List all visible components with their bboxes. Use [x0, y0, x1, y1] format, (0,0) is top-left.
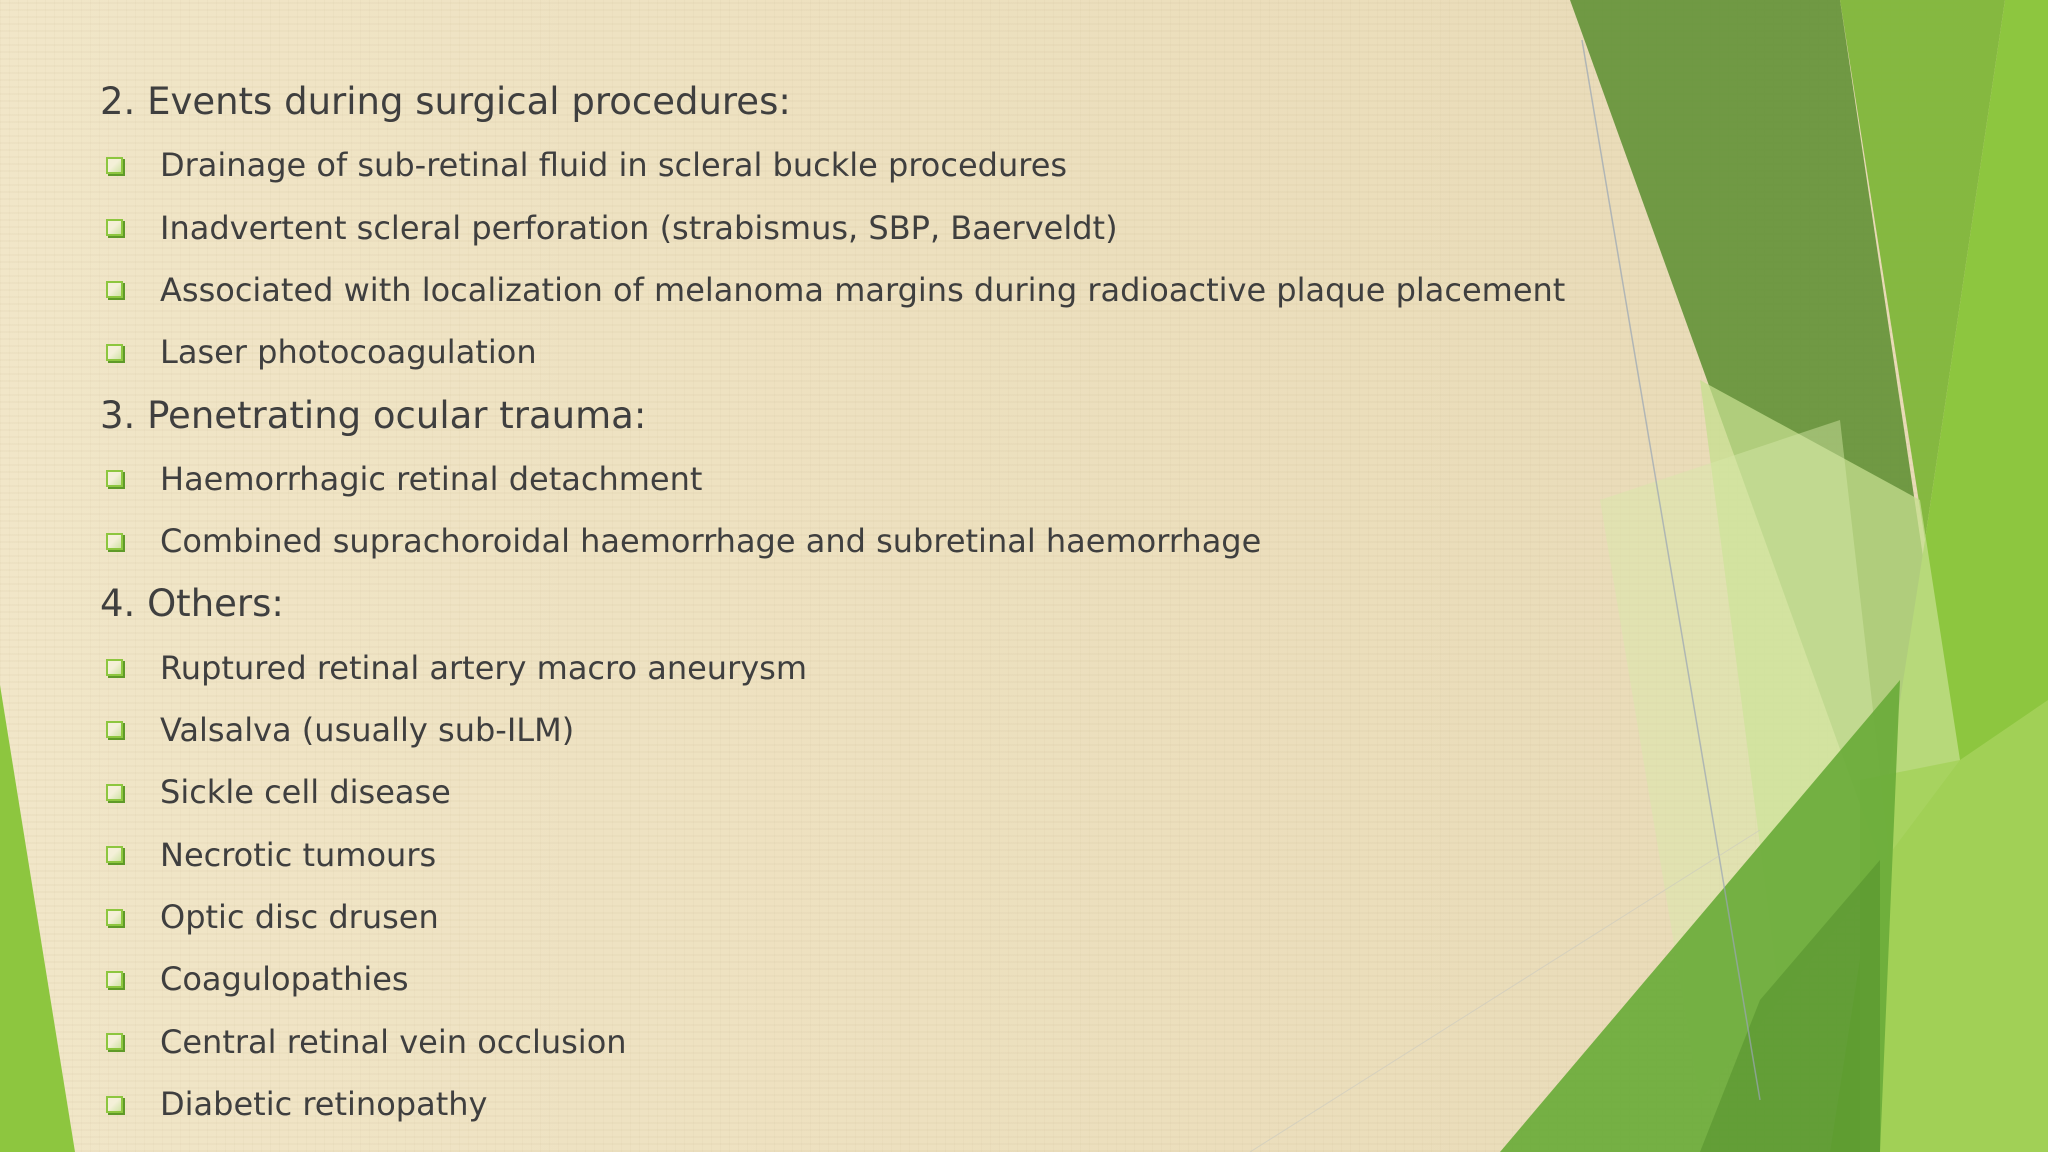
list-item-text: Drainage of sub-retinal fluid in scleral buckle procedures — [160, 146, 1068, 185]
left-green-wedge — [0, 685, 75, 1152]
list-item-text: Necrotic tumours — [160, 835, 437, 874]
hollow-square-bullet-icon — [106, 470, 123, 487]
list-item — [100, 134, 1550, 196]
hollow-square-bullet-icon — [106, 281, 123, 298]
hollow-square-bullet-icon — [106, 721, 123, 738]
list-item-text: Haemorrhagic retinal detachment — [160, 459, 703, 498]
hollow-square-bullet-icon — [106, 909, 123, 926]
list-item-text: Valsalva (usually sub-ILM) — [160, 710, 575, 749]
list-item-text: Inadvertent scleral perforation (strabismus, SBP, Baerveldt) — [160, 208, 1118, 247]
list-item — [100, 948, 1550, 1010]
list-item-text: Diabetic retinopathy — [160, 1085, 488, 1124]
list-item-text: Sickle cell disease — [160, 773, 451, 812]
list-item-text: Central retinal vein occlusion — [160, 1022, 627, 1061]
hollow-square-bullet-icon — [106, 344, 123, 361]
list-item-text: Optic disc drusen — [160, 898, 439, 937]
hollow-square-bullet-icon — [106, 784, 123, 801]
hollow-square-bullet-icon — [106, 533, 123, 550]
list-item — [100, 510, 1550, 572]
list-item-text: Associated with localization of melanoma margins during radioactive plaque placement — [160, 270, 1566, 309]
list-item — [100, 636, 1550, 698]
list-item-text: Coagulopathies — [160, 960, 409, 999]
hollow-square-bullet-icon — [106, 219, 123, 236]
list-item — [100, 699, 1550, 761]
list-item — [100, 1011, 1550, 1073]
list-item — [100, 824, 1550, 886]
hollow-square-bullet-icon — [106, 659, 123, 676]
section-heading-trauma: 3. Penetrating ocular trauma: — [100, 393, 647, 437]
list-item — [100, 761, 1550, 823]
hollow-square-bullet-icon — [106, 157, 123, 174]
list-item — [100, 321, 1550, 383]
hollow-square-bullet-icon — [106, 971, 123, 988]
list-item — [100, 886, 1550, 948]
list-item — [100, 259, 1566, 321]
hollow-square-bullet-icon — [106, 846, 123, 863]
list-item — [100, 196, 1550, 258]
list-item-text: Laser photocoagulation — [160, 333, 537, 372]
section-heading-others: 4. Others: — [100, 582, 284, 626]
slide-content — [100, 70, 1566, 1135]
list-item — [100, 1073, 1550, 1135]
hollow-square-bullet-icon — [106, 1096, 123, 1113]
list-item — [100, 448, 1550, 510]
hollow-square-bullet-icon — [106, 1033, 123, 1050]
section-heading-surgical: 2. Events during surgical procedures: — [100, 80, 791, 123]
list-item-text: Combined suprachoroidal haemorrhage and subretinal haemorrhage — [160, 522, 1262, 561]
list-item-text: Ruptured retinal artery macro aneurysm — [160, 648, 808, 687]
